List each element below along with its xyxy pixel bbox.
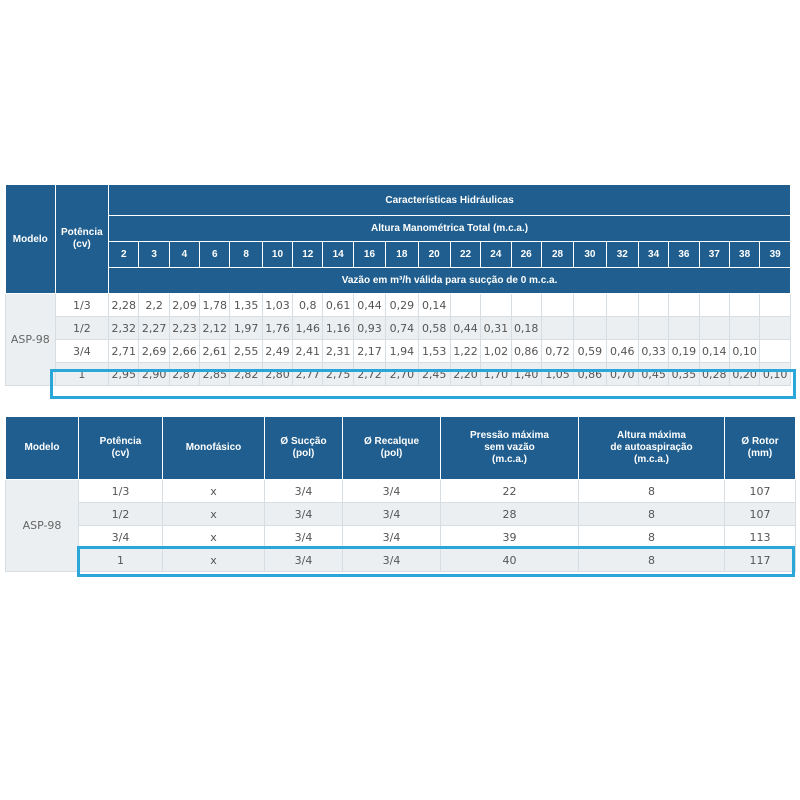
flow-value-cell: 0,29 [386, 294, 418, 317]
flow-value-cell: 1,94 [386, 340, 418, 363]
flow-value-cell: 1,40 [511, 363, 541, 386]
height-column-header: 26 [511, 242, 541, 268]
flow-value-cell: 1,03 [262, 294, 292, 317]
recalque-cell: 3/4 [343, 549, 441, 572]
flow-value-cell: 2,71 [109, 340, 139, 363]
characteristics-title: Características Hidráulicas [109, 185, 791, 216]
potencia-header: Potência (cv) [55, 185, 109, 294]
flow-value-cell: 1,35 [230, 294, 262, 317]
succao-cell: 3/4 [265, 480, 343, 503]
flow-value-cell: 0,31 [481, 317, 511, 340]
height-column-header: 12 [293, 242, 323, 268]
succao-cell: 3/4 [265, 526, 343, 549]
flow-value-cell [760, 294, 791, 317]
potencia-header: Potência (cv) [79, 417, 163, 480]
height-column-header: 8 [230, 242, 262, 268]
hydraulic-characteristics-table [5, 184, 791, 386]
height-column-header: 24 [481, 242, 511, 268]
flow-value-cell: 0,18 [511, 317, 541, 340]
flow-value-cell [481, 294, 511, 317]
rotor-header: Ø Rotor (mm) [725, 417, 796, 480]
flow-value-cell: 1,78 [200, 294, 230, 317]
flow-value-cell: 0,58 [418, 317, 450, 340]
flow-value-cell: 0,46 [606, 340, 638, 363]
flow-value-cell: 2,90 [139, 363, 169, 386]
pressao-cell: 39 [441, 526, 579, 549]
flow-value-cell [729, 294, 759, 317]
flow-value-cell: 2,32 [109, 317, 139, 340]
flow-value-cell: 1,46 [293, 317, 323, 340]
flow-value-cell: 2,80 [262, 363, 292, 386]
flow-value-cell: 0,8 [293, 294, 323, 317]
potencia-cell: 1/3 [79, 480, 163, 503]
height-column-header: 20 [418, 242, 450, 268]
flow-value-cell: 0,20 [729, 363, 759, 386]
monofasico-header: Monofásico [163, 417, 265, 480]
succao-cell: 3/4 [265, 549, 343, 572]
monofasico-cell: x [163, 549, 265, 572]
height-column-header: 14 [323, 242, 353, 268]
flow-value-cell [511, 294, 541, 317]
rotor-cell: 107 [725, 480, 796, 503]
flow-value-cell: 0,14 [418, 294, 450, 317]
flow-value-cell [574, 317, 606, 340]
flow-value-cell [638, 294, 668, 317]
potencia-cell: 1 [55, 363, 109, 386]
flow-value-cell: 2,75 [323, 363, 353, 386]
flow-value-cell [729, 317, 759, 340]
pressao-cell: 22 [441, 480, 579, 503]
flow-value-cell: 2,49 [262, 340, 292, 363]
height-column-header: 22 [450, 242, 480, 268]
flow-value-cell: 1,22 [450, 340, 480, 363]
flow-value-cell: 2,70 [386, 363, 418, 386]
height-column-header: 28 [541, 242, 573, 268]
potencia-cell: 1/2 [55, 317, 109, 340]
height-column-header: 16 [353, 242, 385, 268]
rotor-cell: 117 [725, 549, 796, 572]
flow-value-cell: 0,28 [699, 363, 729, 386]
flow-value-cell: 1,16 [323, 317, 353, 340]
recalque-header: Ø Recalque (pol) [343, 417, 441, 480]
height-column-header: 2 [109, 242, 139, 268]
pressao-cell: 40 [441, 549, 579, 572]
altura-subtitle: Altura Manométrica Total (m.c.a.) [109, 216, 791, 242]
flow-value-cell: 2,82 [230, 363, 262, 386]
rotor-cell: 107 [725, 503, 796, 526]
rotor-cell: 113 [725, 526, 796, 549]
flow-value-cell: 2,55 [230, 340, 262, 363]
succao-header: Ø Sucção (pol) [265, 417, 343, 480]
flow-value-cell [541, 317, 573, 340]
potencia-cell: 1 [79, 549, 163, 572]
flow-value-cell: 0,45 [638, 363, 668, 386]
flow-value-cell [606, 317, 638, 340]
flow-value-cell [606, 294, 638, 317]
potencia-cell: 1/2 [79, 503, 163, 526]
pressao-cell: 28 [441, 503, 579, 526]
flow-value-cell: 2,45 [418, 363, 450, 386]
flow-value-cell: 2,28 [109, 294, 139, 317]
height-column-header: 10 [262, 242, 292, 268]
flow-value-cell: 0,10 [760, 363, 791, 386]
flow-value-cell: 1,53 [418, 340, 450, 363]
recalque-cell: 3/4 [343, 480, 441, 503]
highlight-row-1cv-hydraulic [50, 369, 796, 399]
flow-value-cell: 0,19 [669, 340, 699, 363]
flow-value-cell: 2,41 [293, 340, 323, 363]
flow-value-cell: 2,27 [139, 317, 169, 340]
height-column-header: 6 [200, 242, 230, 268]
height-column-header: 30 [574, 242, 606, 268]
recalque-cell: 3/4 [343, 526, 441, 549]
flow-value-cell: 0,70 [606, 363, 638, 386]
flow-value-cell: 2,61 [200, 340, 230, 363]
succao-cell: 3/4 [265, 503, 343, 526]
altura-cell: 8 [579, 480, 725, 503]
modelo-header: Modelo [6, 185, 56, 294]
flow-value-cell [669, 317, 699, 340]
flow-value-cell: 2,17 [353, 340, 385, 363]
height-column-header: 39 [760, 242, 791, 268]
flow-value-cell: 2,95 [109, 363, 139, 386]
height-column-header: 38 [729, 242, 759, 268]
flow-value-cell: 0,74 [386, 317, 418, 340]
flow-value-cell: 2,87 [169, 363, 199, 386]
flow-value-cell: 1,97 [230, 317, 262, 340]
flow-value-cell: 0,59 [574, 340, 606, 363]
flow-value-cell [450, 294, 480, 317]
height-column-header: 4 [169, 242, 199, 268]
flow-value-cell: 2,66 [169, 340, 199, 363]
flow-value-cell: 0,44 [450, 317, 480, 340]
modelo-header: Modelo [6, 417, 79, 480]
flow-value-cell: 0,72 [541, 340, 573, 363]
height-column-header: 37 [699, 242, 729, 268]
flow-value-cell: 0,33 [638, 340, 668, 363]
flow-value-cell: 0,10 [729, 340, 759, 363]
flow-value-cell: 2,69 [139, 340, 169, 363]
flow-value-cell [760, 340, 791, 363]
flow-value-cell: 2,12 [200, 317, 230, 340]
flow-value-cell: 1,76 [262, 317, 292, 340]
flow-value-cell: 1,05 [541, 363, 573, 386]
height-column-header: 36 [669, 242, 699, 268]
altura-cell: 8 [579, 503, 725, 526]
altura-cell: 8 [579, 526, 725, 549]
flow-value-cell: 0,61 [323, 294, 353, 317]
flow-value-cell: 1,70 [481, 363, 511, 386]
monofasico-cell: x [163, 480, 265, 503]
flow-value-cell: 2,72 [353, 363, 385, 386]
flow-value-cell: 2,77 [293, 363, 323, 386]
flow-value-cell: 2,09 [169, 294, 199, 317]
model-cell: ASP-98 [6, 294, 56, 386]
potencia-cell: 1/3 [55, 294, 109, 317]
flow-value-cell: 2,85 [200, 363, 230, 386]
flow-value-cell: 0,14 [699, 340, 729, 363]
flow-value-cell: 0,86 [574, 363, 606, 386]
flow-value-cell [669, 294, 699, 317]
flow-value-cell [541, 294, 573, 317]
flow-value-cell: 2,2 [139, 294, 169, 317]
pressao-maxima-header: Pressão máxima sem vazão (m.c.a.) [441, 417, 579, 480]
highlight-row-1cv-spec [77, 546, 795, 577]
height-column-header: 18 [386, 242, 418, 268]
flow-value-cell [699, 294, 729, 317]
height-column-header: 3 [139, 242, 169, 268]
flow-value-cell: 0,86 [511, 340, 541, 363]
flow-value-cell: 0,35 [669, 363, 699, 386]
flow-value-cell: 0,93 [353, 317, 385, 340]
flow-value-cell: 0,44 [353, 294, 385, 317]
monofasico-cell: x [163, 503, 265, 526]
model-cell: ASP-98 [6, 480, 79, 572]
flow-value-cell: 1,02 [481, 340, 511, 363]
flow-value-cell: 2,23 [169, 317, 199, 340]
potencia-cell: 3/4 [79, 526, 163, 549]
flow-footer: Vazão em m³/h válida para sucção de 0 m.c.a. [109, 268, 791, 294]
height-column-header: 34 [638, 242, 668, 268]
flow-value-cell: 2,31 [323, 340, 353, 363]
potencia-cell: 3/4 [55, 340, 109, 363]
flow-value-cell: 2,20 [450, 363, 480, 386]
flow-value-cell [760, 317, 791, 340]
altura-autoaspiracao-header: Altura máxima de autoaspiração (m.c.a.) [579, 417, 725, 480]
altura-cell: 8 [579, 549, 725, 572]
flow-value-cell [699, 317, 729, 340]
flow-value-cell [638, 317, 668, 340]
flow-value-cell [574, 294, 606, 317]
height-column-header: 32 [606, 242, 638, 268]
recalque-cell: 3/4 [343, 503, 441, 526]
monofasico-cell: x [163, 526, 265, 549]
